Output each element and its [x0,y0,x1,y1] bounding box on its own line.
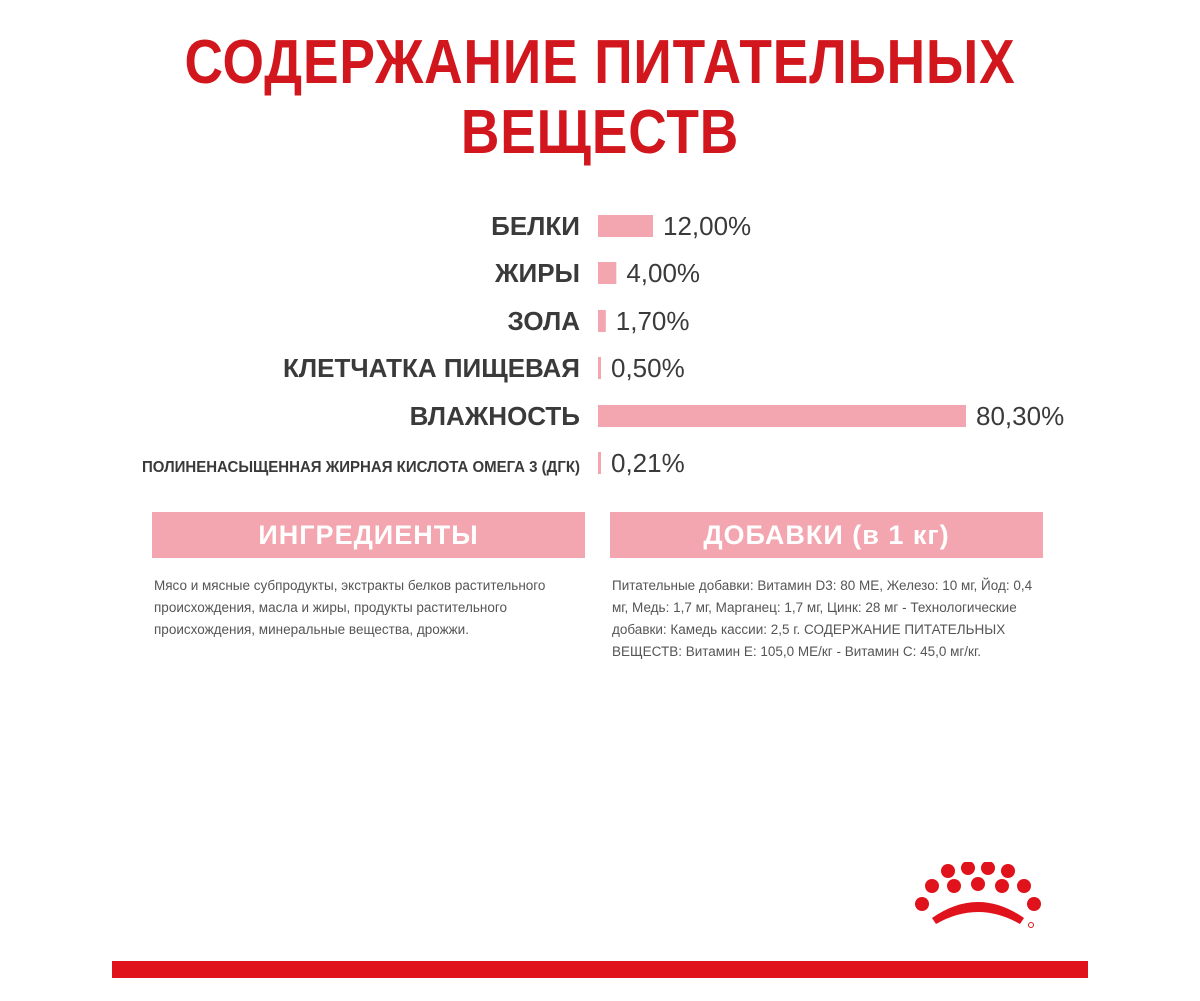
value-label: 0,50% [611,353,685,383]
value-label: 0,21% [611,448,685,478]
category-label: ЗОЛА [507,306,580,336]
category-label: БЕЛКИ [491,211,580,241]
ingredients-text: Мясо и мясные субпродукты, экстракты белков растительного происхождения, масла и жиры, продукты растительного происхождения, минеральные вещества, дрожжи. [154,578,546,637]
ingredients-heading: ИНГРЕДИЕНТЫ [152,512,585,558]
category-label: ЖИРЫ [495,258,580,288]
bottom-brand-line [112,961,1088,978]
value-label: 4,00% [626,258,701,288]
additives-heading: ДОБАВКИ (в 1 кг) [610,512,1043,558]
bar [598,452,601,474]
value-label: 1,70% [615,306,690,336]
bar [598,310,606,332]
page-title-line-2: ВЕЩЕСТВ [460,98,740,167]
value-label: 80,30% [976,401,1065,431]
bar [598,357,601,379]
nutrient-bar-chart [0,200,1200,500]
additives-text: Питательные добавки: Витамин D3: 80 МЕ, Железо: 10 мг, Йод: 0,4 мг, Медь: 1,7 мг, Марганец: 1,7 мг, Цинк: 28 мг - Технологические добавки: Камедь кассии: 2,5 г. СОДЕРЖАНИЕ ПИТАТЕЛЬНЫХ ВЕЩЕСТВ: Витамин E: 105,0 МЕ/кг - Витамин C: 45,0 мг/кг. [612,578,1033,659]
category-label: КЛЕТЧАТКА ПИЩЕВАЯ [283,353,580,383]
page-title [84,28,1116,168]
value-label: 12,00% [662,211,752,241]
bar [598,405,966,427]
royal-canin-crown-icon [910,862,1046,932]
category-label: ПОЛИНЕНАСЫЩЕННАЯ ЖИРНАЯ КИСЛОТА ОМЕГА 3 (ДГК) [142,459,580,476]
page-title-line-1: СОДЕРЖАНИЕ ПИТАТЕЛЬНЫХ [184,28,1016,97]
bar [598,262,616,284]
bar [598,215,653,237]
category-label: ВЛАЖНОСТЬ [409,401,580,431]
